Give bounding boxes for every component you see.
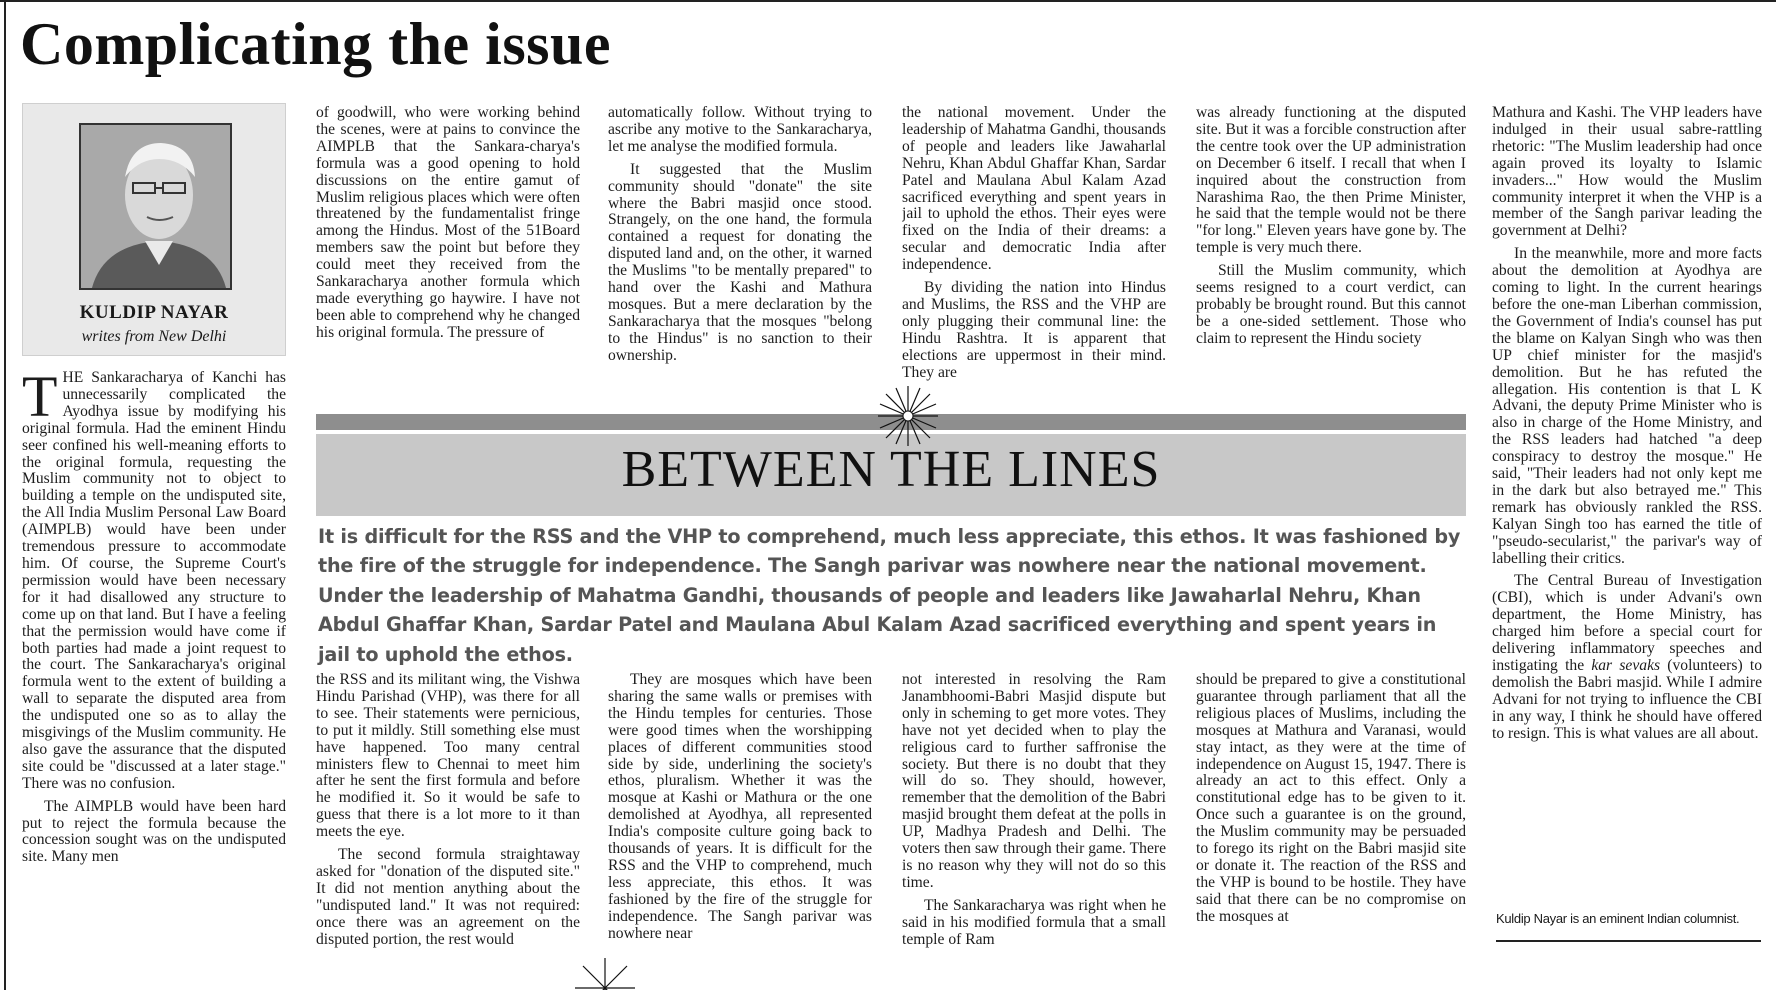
article-column-2-lower: [316, 672, 580, 990]
article-paragraph: Mathura and Kashi. The VHP leaders have indulged in their usual sabre-rattling rhetoric: "The Muslim leadership had once again proved its loyalty to Islamic invaders..." How would the Muslim community interpret it when the VHP is a member of the Sangh parivar leading the government at Delhi?: [1492, 105, 1762, 240]
article-paragraph: The second formula straightaway asked for "donation of the disputed site." It did not mention anything about the "undisputed land." It was not required: once there was an agreement on the disputed portion, the rest would: [316, 846, 580, 948]
article-paragraph: automatically follow. Without trying to ascribe any motive to the Sankaracharya, let me analyse the modified formula.: [608, 105, 872, 155]
article-paragraph: was already functioning at the disputed site. But it was a forcible construction after the centre took over the UP administration on December 6 itself. I recall that when I inquired about the construction from Narashima Rao, the then Prime Minister, he said that the temple would not be there "for long." Eleven years have gone by. The temple is very much there.: [1196, 105, 1466, 257]
article-paragraph: Still the Muslim community, which seems resigned to a court verdict, can probably be brought round. But this cannot be a one-sided settlement. Those who claim to represent the Hindu society: [1196, 262, 1466, 347]
article-paragraph: of goodwill, who were working behind the scenes, were at pains to convince the AIMPLB that the Sankara-charya's formula was a good opening to hold discussions on the entire gamut of Muslim religious places which were often threatened by the fundamentalist fringe among the Hindus. Most of the 51Board members saw the point but before they could meet they received from the Sankaracharya another formula which made everything go haywire. I have not been able to comprehend why he changed his original formula. The pressure of: [316, 105, 580, 341]
article-column-4-lower: [902, 672, 1166, 990]
author-photo: [79, 123, 232, 290]
article-column-5-upper: [1196, 105, 1466, 400]
article-paragraph: It suggested that the Muslim community should "donate" the site where the Babri masjid once stood. Strangely, on the one hand, the formula contained a request for donating the disputed land and, on the other, it warned the Muslims "to be mentally prepared" to hand over the Kashi and Mathura mosques. But a mere declaration by the Sankaracharya that the mosques "belong to the Hindus" is no sanction to their ownership.: [608, 160, 872, 364]
article-paragraph: They are mosques which have been sharing the same walls or premises with the Hindu temples for centuries. Those were good times when the worshipping places of different communities stood side by side, underlining the society's ethos, pluralism. Whether it was the mosque at Kashi or Mathura or the one demolished at Ayodhya, all represented India's composite culture going back to thousands of years. It is difficult for the RSS and the VHP to comprehend, much less appreciate, this ethos. It was fashioned by the fire of the struggle for independence. The Sangh parivar was nowhere near: [608, 672, 872, 942]
article-column-3-lower: [608, 672, 872, 990]
author-name: KULDIP NAYAR: [79, 302, 229, 323]
article-paragraph: The Sankaracharya was right when he said in his modified formula that a small temple of Ram: [902, 896, 1166, 948]
article-paragraph: not interested in resolving the Ram Janambhoomi-Babri Masjid dispute but only in scheming to get more votes. They have not yet decided when to play the religious card to further saffronise the society. But there is no doubt that they will do so. They should, however, remember that the demolition of the Babri masjid brought them defeat at the polls in UP, Madhya Pradesh and Delhi. The voters then saw through their game. There is no reason why they will not do so this time.: [902, 672, 1166, 891]
article-paragraph: The Central Bureau of Investigation (CBI), which is under Advani's own department, the Home Ministry, has charged him before a special court for delivering inflammatory speeches and instigating the kar sevaks (volunteers) to demolish the Babri masjid. While I admire Advani for not trying to influence the CBI in any way, I think he should have offered to resign. This is what values are all about.: [1492, 572, 1762, 742]
article-paragraph: should be prepared to give a constitutional guarantee through parliament that all the religious places of Muslims, including the mosques at Mathura and Varanasi, would stay intact, as they were at the time of independence on August 15, 1947. There is already an act to this effect. Only a constitutional edge has to be given to it. Once such a guarantee is on the ground, the Muslim community may be persuaded to forego its right on the Babri masjid site or donate it. The reaction of the RSS and the VHP is bound to be hostile. They have said that there can be no compromise on the mosques at: [1196, 672, 1466, 925]
author-location: writes from New Delhi: [81, 328, 227, 345]
article-column-6: [1492, 105, 1762, 905]
article-column-4-upper: [902, 105, 1166, 400]
article-column-1: [22, 370, 286, 980]
top-border-rule: [0, 0, 1776, 6]
left-border-rule: [4, 0, 6, 990]
section-band-title: BETWEEN THE LINES: [621, 441, 1161, 498]
article-paragraph: The AIMPLB would have been hard put to reject the formula because the concession sought was on the undisputed site. Many men: [22, 797, 286, 866]
article-paragraph: the national movement. Under the leadership of Mahatma Gandhi, thousands of people and leaders like Jawaharlal Nehru, Khan Abdul Ghaffar Khan, Sardar Patel and Maulana Abul Kalam Azad sacrificed everything and spent years in jail to uphold the ethos. Their eyes were fixed on the India of their dreams: a secular and democratic India after independence.: [902, 105, 1166, 274]
article-paragraph: In the meanwhile, more and more facts about the demolition at Ayodhya are coming to light. In the current hearings before the one-man Liberhan commission, the Government of India's counsel has put the blame on Kalyan Singh who was then UP chief minister for the masjid's demolition. But he has refuted the allegation. His contention is that L K Advani, the deputy Prime Minister who is also in charge of the Home Ministry, and the RSS leaders had hatched "a deep conspiracy to destroy the mosque." He said, "Their leaders had not only kept me in the dark but also betrayed me." This remark has obviously rankled the RSS. Kalyan Singh too has earned the title of "pseudo-secularist," the parivar's way of labelling their critics.: [1492, 245, 1762, 567]
pull-quote: It is difficult for the RSS and the VHP to comprehend, much less appreciate, this ethos. It was fashioned by the fire of the struggle for independence. The Sangh parivar was nowhere near the national movement. Under the leadership of Mahatma Gandhi, thousands of people and leaders like Jawaharlal Nehru, Khan Abdul Ghaffar Khan, Sardar Patel and Maulana Abul Kalam Azad sacrificed everything and spent years in jail to uphold the ethos.: [318, 525, 1461, 666]
headline: Complicating the issue: [20, 11, 612, 77]
drop-cap: T: [22, 370, 58, 429]
author-box: [22, 103, 286, 356]
article-column-2-upper: [316, 105, 580, 400]
footnote-rule: [1496, 940, 1761, 942]
sparkle-icon: [575, 958, 635, 990]
article-paragraph: THE Sankaracharya of Kanchi has unnecessarily complicated the Ayodhya issue by modifying his original formula. Had the eminent Hindu seer confined his well-meaning efforts to the original formula, requesting the Muslim community not to object to building a temple on the undisputed site, the All India Muslim Personal Law Board (AIMPLB) would have been under tremendous pressure to accommodate him. Of course, the Supreme Court's permission would have been necessary for it had disallowed any structure to come up on that land. But I have a feeling that the permission would have come if both parties had made a joint request to the court. The Sankaracharya's original formula went to the extent of building a wall to separate the disputed area from the undisputed one so as to allay the misgivings of the Muslim community. He also gave the assurance that the disputed site could be "discussed at a later stage." There was no confusion.: [22, 370, 286, 792]
article-paragraph: the RSS and its militant wing, the Vishwa Hindu Parishad (VHP), was there for all to see. Their statements were pernicious, to put it mildly. Still something else must have happened. Too many central ministers flew to Chennai to meet him after he sent the first formula and before he modified it. So it would be safe to guess that there is a lot more to it than meets the eye.: [316, 672, 580, 841]
article-column-3-upper: [608, 105, 872, 400]
article-column-5-lower: [1196, 672, 1466, 990]
author-footnote: Kuldip Nayar is an eminent Indian columnist.: [1496, 911, 1740, 926]
article-paragraph: By dividing the nation into Hindus and Muslims, the RSS and the VHP are only plugging their communal line: the Hindu Rashtra. It is apparent that elections are uppermost in their mind. They are: [902, 279, 1166, 381]
sparkle-icon: [878, 386, 938, 446]
